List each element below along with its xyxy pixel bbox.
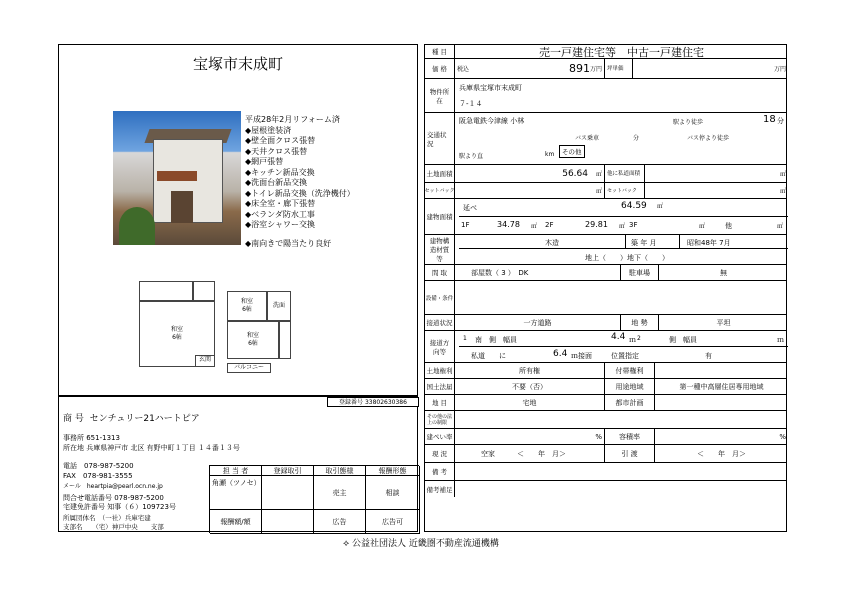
company-label: 商 号 [63,414,84,424]
company-name: センチュリー21ハートピア [89,414,200,424]
feature-item: ◆網戸張替 [245,157,284,166]
location-value: 兵庫県宝塚市末成町 [459,84,522,92]
road1-width: 4.4 [611,332,626,342]
land-right-label: 土地権利 [425,363,455,378]
agent-panel [58,396,418,532]
floors-value: 地上（ ）地下（ ） [585,254,669,262]
row-structure [425,235,786,265]
bus-unit: 分 [633,135,640,142]
company-row [63,411,200,424]
location-number: ７-１４ [459,100,483,108]
status-month: ＜ 年 月＞ [517,449,566,458]
total-area-value: 64.59 [621,201,647,211]
bus-walk-label: バス停より徒歩 [687,135,730,142]
traffic-label: 交通状況 [425,113,455,164]
row-land-right [425,363,786,379]
price-label: 価 格 [425,59,455,78]
feature-item: ◆洗面台新品交換 [245,178,308,187]
note-label: 備 考 [425,463,455,480]
row-land-category [425,395,786,411]
coverage-label: 建ぺい率 [425,429,455,444]
setback-label: セットバック [425,183,455,198]
feature-item: ◆屋根塗装済 [245,125,292,135]
row-coverage [425,429,786,445]
m2-unit: ㎡ [779,188,786,195]
ad-value: 広告可 [366,510,420,534]
row-note [425,463,786,481]
row-type [425,45,786,59]
parking-value: 無 [720,268,727,277]
office-license: 事務所 651-1313 [63,434,120,442]
road-status-value: 一方道路 [455,315,621,330]
staff-header: 報酬形態 [366,466,420,476]
building-area-label: 建物面積 [425,199,455,234]
m2-unit: ㎡ [699,223,706,230]
layout-value: 部屋数（ 3 ） DK [455,265,621,280]
meter-unit: ｍ [777,336,784,344]
m2-unit: ㎡ [657,203,664,210]
staff-name: 角瀬（ツノセ） [210,476,262,510]
price-per-tsubo-label: 坪単価 [605,59,633,78]
genkan-label: 玄関 [195,355,215,367]
row-land-area [425,165,786,183]
room-2f-b: 和室 6帖 [227,321,279,359]
setback-area-label: セットバック [605,183,645,198]
registration-number: 登録番号 33802630386 [327,397,419,407]
attached-right-label: 付帯権利 [605,363,655,378]
location-label: 物件所在 [425,79,455,112]
floor3-label: 3F [629,221,638,229]
zoning-value: 第一種中高層住居専用地域 [679,382,764,391]
reward-label: 報酬額/額 [210,510,262,534]
land-category-value: 宅地 [455,395,605,410]
feature-item: ◆天井クロス張替 [245,146,308,156]
meter-unit: ｍ [629,336,636,344]
fee-type: 相談 [366,476,420,510]
land-area-label: 土地面積 [425,165,455,182]
row-road-direction: 接道方向等 1 南 側 幅員 4.4 ｍ 2 側 幅員 ｍ 私道 に 6.4 ｍ接面 位置指定 有 [425,331,786,363]
land-area-value: 56.64 [562,168,588,179]
feature-item: ◆キッチン新品交換 [245,167,315,177]
floor-plan [139,273,315,391]
builder-license: 宅建免許番号 知事（６）109723号 [63,503,176,511]
other-floor-label: 他 [725,222,732,230]
feature-item: ◆南向きで陽当たり良好 [245,238,332,248]
row-price [425,59,786,79]
property-visual-panel [58,44,418,396]
price-value: 891 [568,62,590,75]
row-facility [425,281,786,315]
staff-header: 登録取引 [262,466,314,476]
total-area-label: 延べ [463,204,477,212]
row-memo [425,481,786,497]
facility-label: 設備・条件 [425,281,455,314]
road-designation-value: 有 [705,352,712,360]
status-label: 現 況 [425,445,455,462]
floor2-area: 29.81 [585,220,608,229]
footer [0,536,842,549]
road-contact-note: ｍ接面 [571,352,592,360]
km-unit: km [545,151,555,158]
national-land-value: 不要（否） [455,379,605,394]
wash-label: 洗面 [267,291,291,321]
structure-label: 建物構造材質等 [425,235,455,264]
flyer-sheet [58,44,787,532]
row-road-status [425,315,786,331]
bus-label: バス乗車 [575,135,600,142]
land-category-label: 地 目 [425,395,455,410]
private-road-width: 6.4 [553,349,568,359]
footer-org: 公益社団法人 近畿圏不動産流通機構 [351,539,499,549]
from-station-label: 駅より直 [459,153,484,160]
contact-tel: 問合せ電話番号 078-987-5200 [63,494,164,502]
type-label: 種 目 [425,45,455,58]
row-national-land [425,379,786,395]
road-direction-label: 接道方向等 [425,331,455,362]
m2-unit: ㎡ [619,223,626,230]
floor1-area: 34.78 [497,220,520,229]
feature-item: ◆浴室シャワー交換 [245,220,315,229]
office-tel: 電話 078-987-5200 [63,462,134,470]
road-designation-label: 位置指定 [611,352,639,360]
status-value: 空家 [481,449,495,458]
room-1f: 和室 6帖 [139,301,215,367]
row-status [425,445,786,463]
far-label: 容積率 [605,429,655,444]
page-title: 宝塚市末成町 [192,55,283,73]
zoning-label: 用途地域 [605,379,655,394]
far-unit: % [779,432,786,441]
type-value: 売一戸建住宅等 中古一戸建住宅 [539,45,704,58]
tax-included-label: 税込 [457,66,470,73]
private-road-label: 私道 に [471,352,506,360]
row-location [425,79,786,113]
logo-icon: ⟡ [343,539,352,549]
staff-header: 担 当 者 [210,466,262,476]
row-setback [425,183,786,199]
land-right-value: 所有権 [455,363,605,378]
built-value: 昭和48年 7月 [687,239,731,247]
feature-item: ◆壁全面クロス張替 [245,136,316,145]
feature-item: ◆ベランダ防水工事 [245,209,315,219]
road-status-label: 接道状況 [425,315,455,330]
office-mail: メール heartpia@pearl.ocn.ne.jp [63,483,163,490]
property-photo [113,111,241,245]
parking-label: 駐車場 [621,265,659,280]
structure-value: 木造 [545,239,559,247]
office-address: 所在地 兵庫県神戸市 北区 有野中町１丁目 １４番１３号 [63,444,240,452]
city-plan-label: 都市計画 [605,395,655,410]
other-label: その他 [559,145,585,158]
other-restrictions-label: その他の法上の制限 [425,411,455,428]
row-layout [425,265,786,281]
coverage-unit: % [455,429,605,444]
handover-label: 引 渡 [605,445,655,462]
balcony-label: バルコニー [227,363,271,373]
station-walk-label: 駅より徒歩 [673,119,704,126]
row-building-area [425,199,786,235]
terrain-value: 平坦 [716,318,731,327]
m2-unit: ㎡ [455,183,605,198]
feature-item: ◆トイレ新品交換（洗浄機付） [245,188,355,198]
staff-table [209,465,419,533]
feature-item: 平成28年2月リフォーム済 [245,115,340,124]
m2-unit: ㎡ [777,223,784,230]
layout-label: 間 取 [425,265,455,280]
branch: 支部名 （宅）神戸中央 支部 [63,523,164,531]
room-2f-a: 和室 6帖 [227,291,267,321]
floor2-label: 2F [545,221,554,229]
built-label: 築 年 月 [631,239,657,247]
staff-header: 取引態様 [314,466,366,476]
memo-label: 備考補足 [425,481,455,497]
national-land-label: 国土法届 [425,379,455,394]
ad-label: 広告 [314,510,366,534]
deal-type: 売主 [314,476,366,510]
road2-direction: 側 幅員 [669,336,697,344]
handover-month: ＜ 年 月＞ [697,449,746,458]
m2-unit: ㎡ [779,171,786,178]
m2-unit: ㎡ [595,171,602,178]
road1-direction: 南 側 幅員 [475,336,517,344]
feature-item: ◆床全室・廊下張替 [245,199,316,208]
row-traffic [425,113,786,165]
association: 所属団体名 （一社）兵庫宅建 [63,514,151,522]
office-fax: FAX 078-981-3555 [63,472,133,480]
private-road-label: 他に私道面積 [605,165,645,182]
price-unit: 万円 [589,66,602,73]
floor1-label: 1F [461,221,470,229]
price-per-tsubo-unit: 万円 [773,66,786,73]
station-walk-unit: 分 [777,117,784,125]
row-other-restrictions [425,411,786,429]
feature-list [245,115,415,249]
property-spec-table [424,44,787,532]
terrain-label: 地 勢 [621,315,659,330]
station-walk-minutes: 18 [763,114,776,125]
train-line: 阪急電鉄今津線 小林 [459,117,525,125]
m2-unit: ㎡ [531,223,538,230]
